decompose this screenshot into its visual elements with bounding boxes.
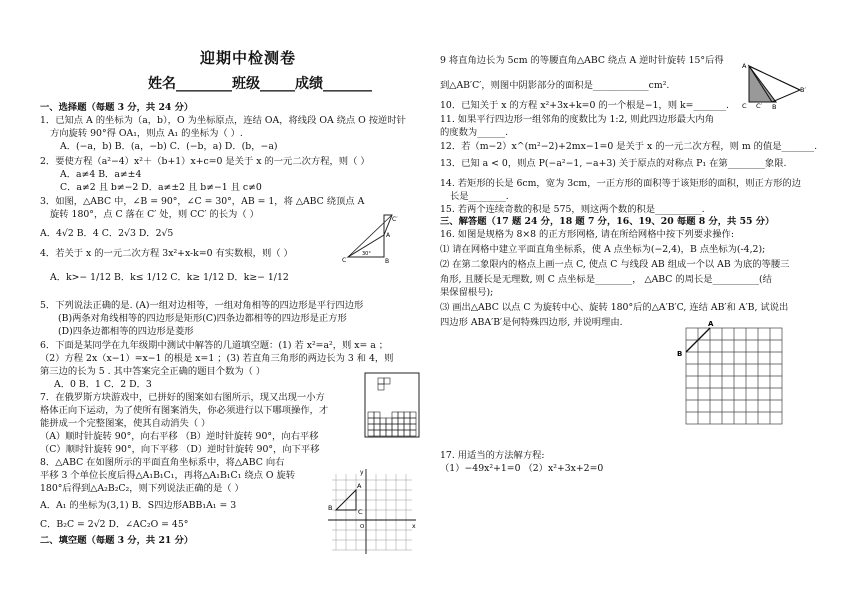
q8-options-ab: A．A₁ 的坐标为(3,1) B．S四边形ABB₁A₁ = 3 (40, 500, 237, 511)
q15: 15. 若两个连续奇数的积是 575，则这两个数的积是__________. (440, 204, 705, 215)
q16-intro: 16. 如图是规格为 8×8 的正方形网格, 请在所给网格中按下列要求操作: (440, 229, 735, 240)
q16-label-a: A (708, 320, 714, 328)
q1-line2: 方向旋转 90°得 OA₁，则点 A₁ 的坐标为（ ）. (50, 128, 243, 139)
q4-line1: 4．若关于 x 的一元二次方程 3x²+x-k=0 有实数根，则（ ） (40, 248, 293, 259)
q7-options-ab: （A）顺时针旋转 90°，向右平移 （B）逆时针旋转 90°，向右平移 (40, 431, 319, 442)
section-choice-title: 一、选择题（每题 3 分，共 24 分） (40, 102, 194, 113)
q3-label-b: B (385, 258, 390, 263)
q3-label-a: A (386, 232, 391, 239)
q1-options: A．(−a，b) B．(a，−b) C．(−b，a) D．(b，−a) (60, 141, 278, 152)
q16-part2-line2: 角形, 且腰长是无理数, 则 C 点坐标是________， △ABC 的周长是__________(结 (440, 274, 772, 285)
q3-label-cp: C′ (392, 216, 398, 223)
q6-line2: （2）方程 2x（x−1）=x−1 的根是 x=1 ；(3) 若直角三角形的两边长为 3 和 4，则 (40, 353, 394, 364)
section-fill-title: 二、填空题（每题 3 分，共 21 分） (40, 535, 194, 546)
q16-part3-line2: 四边形 ABA′B′是何特殊四边形, 并说明理由. (440, 317, 623, 328)
q1-line1: 1．已知点 A 的坐标为（a，b），O 为坐标原点，连结 OA，将线段 OA 绕点 O 按逆时针 (40, 115, 406, 126)
section-answer-title: 三、解答题（17 题 24 分，18 题 7 分，16、19、20 每题 8 分，共 55 分） (440, 216, 775, 227)
q6-options: A．0 B．1 C．2 D．3 (54, 379, 152, 390)
q7-line2: 格体正向下运动，为了使所有图案消失，你必须进行以下哪项操作，才 (40, 405, 329, 416)
q8-line2: 平移 3 个单位长度后得△A₁B₁C₁，再将△A₁B₁C₁ 绕点 O 旋转 (40, 470, 296, 481)
q3-triangle-figure (340, 213, 400, 263)
q3-line1: 3．如图，△ABC 中，∠B = 90°，∠C = 30°，AB = 1，将 △ABC 绕顶点 A (40, 196, 365, 207)
q2-options-ab: A．a≠4 B．a≠±4 (60, 169, 142, 180)
q4-options: A．k>− 1/12 B．k≤ 1/12 C．k≥ 1/12 D．k≥− 1/12 (50, 272, 289, 283)
q7-line1: 7．在俄罗斯方块游戏中，已拼好的图案如右图所示，现又出现一小方 (40, 392, 325, 403)
page-title: 迎期中检测卷 (200, 49, 297, 67)
q9-label-cp: C′ (756, 102, 763, 110)
q7-tetris-figure (364, 372, 420, 438)
student-info-line: 姓名________班级_____成绩_______ (148, 76, 372, 92)
q8-origin-label: O (360, 524, 365, 530)
q16-grid-figure (674, 318, 794, 430)
q8-axis-y: y (360, 469, 364, 476)
q14-line2: 长是________. (450, 191, 509, 202)
q5-line1: 5．下列说法正确的是. (A)一组对边相等，一组对角相等的四边形是平行四边形 (40, 300, 364, 311)
q6-line1: 6．下面是某同学在九年级期中测试中解答的几道填空题：(1) 若 x²=a²，则 x= a ； (40, 340, 389, 351)
q17-equations: （1）−49x²+1=0 （2）x²+3x+2=0 (440, 463, 604, 474)
q2-line1: 2．要使方程（a²−4）x²＋（b+1）x+c=0 是关于 x 的一元二次方程，则（ ） (40, 156, 370, 167)
q13: 13．已知 a < 0，则点 P(−a²−1, −a+3) 关于原点的对称点 P₁ 在第________象限. (440, 158, 787, 169)
q16-part2-line3: 果保留根号); (440, 287, 494, 298)
q11-line2: 的度数为______. (440, 127, 509, 138)
q5-line2: (B)两条对角线相等的四边形是矩形(C)四条边都相等的四边形是正方形 (58, 313, 347, 324)
q7-line3: 能拼成一个完整图案，使其自动消失（ ） (40, 418, 211, 429)
q9-line2: 到△AB′C′，则图中阴影部分的面积是____________cm². (440, 80, 670, 91)
q14-line1: 14. 若矩形的长是 6cm，宽为 3cm，一正方形的面积等于该矩形的面积，则正方形的边 (440, 178, 802, 189)
q2-options-cd: C．a≠2 且 b≠−2 D．a≠±2 且 b≠−1 且 c≠0 (60, 182, 262, 193)
q5-line3: (D)四条边都相等的四边形是菱形 (58, 326, 194, 337)
q9-label-c: C (742, 102, 747, 110)
q8-label-b: B (328, 504, 333, 512)
q3-angle-label: 30° (362, 251, 371, 257)
q8-line1: 8．△ABC 在如图所示的平面直角坐标系中，将△ABC 向右 (40, 457, 285, 468)
q11-line1: 11. 如果平行四边形一组邻角的度数比为 1:2, 则此四边形最大内角 (440, 114, 714, 125)
q7-options-cd: （C）顺时针旋转 90°，向下平移 （D）逆时针旋转 90°，向下平移 (40, 444, 320, 455)
q9-label-a: A (742, 62, 747, 70)
q10: 10．已知关于 x 的方程 x²+3x+k=0 的一个根是−1，则 k=_______. (440, 100, 729, 111)
q6-line3: 第三边的长为 5 . 其中答案完全正确的题目个数为（ ） (40, 366, 266, 377)
q16-part2-line1: ⑵ 在第二象限内的格点上画一点 C, 使点 C 与线段 AB 组成一个以 AB 为底的等腰三 (440, 259, 790, 270)
q8-options-cd: C．B₂C = 2√2 D．∠AC₂O = 45° (40, 519, 189, 530)
q9-label-b: B (772, 103, 777, 110)
q9-triangle-figure (742, 58, 810, 110)
q16-label-b: B (677, 350, 683, 358)
q8-line3: 180°后得到△A₂B₂C₂，则下列说法正确的是（ ） (40, 483, 244, 494)
q8-label-a: A (357, 482, 362, 490)
q8-coordinate-figure (322, 466, 422, 558)
q9-label-bp: B′ (800, 86, 806, 94)
q16-part1: ⑴ 请在网格中建立平面直角坐标系，使 A 点坐标为(−2,4)，B 点坐标为(-4,2); (440, 244, 766, 255)
q3-line2: 旋转 180°，点 C 落在 C′ 处，则 CC′ 的长为（ ） (50, 209, 259, 220)
q16-part3-line1: ⑶ 画出△ABC 以点 C 为旋转中心、旋转 180°后的△A′B′C, 连结 AB′和 A′B, 试说出 (440, 302, 789, 313)
q8-axis-x: x (412, 523, 416, 530)
q3-options: A．4√2 B．4 C．2√3 D．2√5 (40, 228, 174, 239)
q12: 12．若（m−2）x^(m²−2)+2mx−1=0 是关于 x 的一元二次方程，则 m 的值是_______. (440, 141, 818, 152)
q17-intro: 17. 用适当的方法解方程: (440, 450, 545, 461)
q9-line1: 9 将直角边长为 5cm 的等腰直角△ABC 绕点 A 逆时针旋转 15°后得 (440, 55, 724, 66)
q3-label-c: C (342, 257, 347, 263)
q8-label-c: C (358, 508, 363, 516)
